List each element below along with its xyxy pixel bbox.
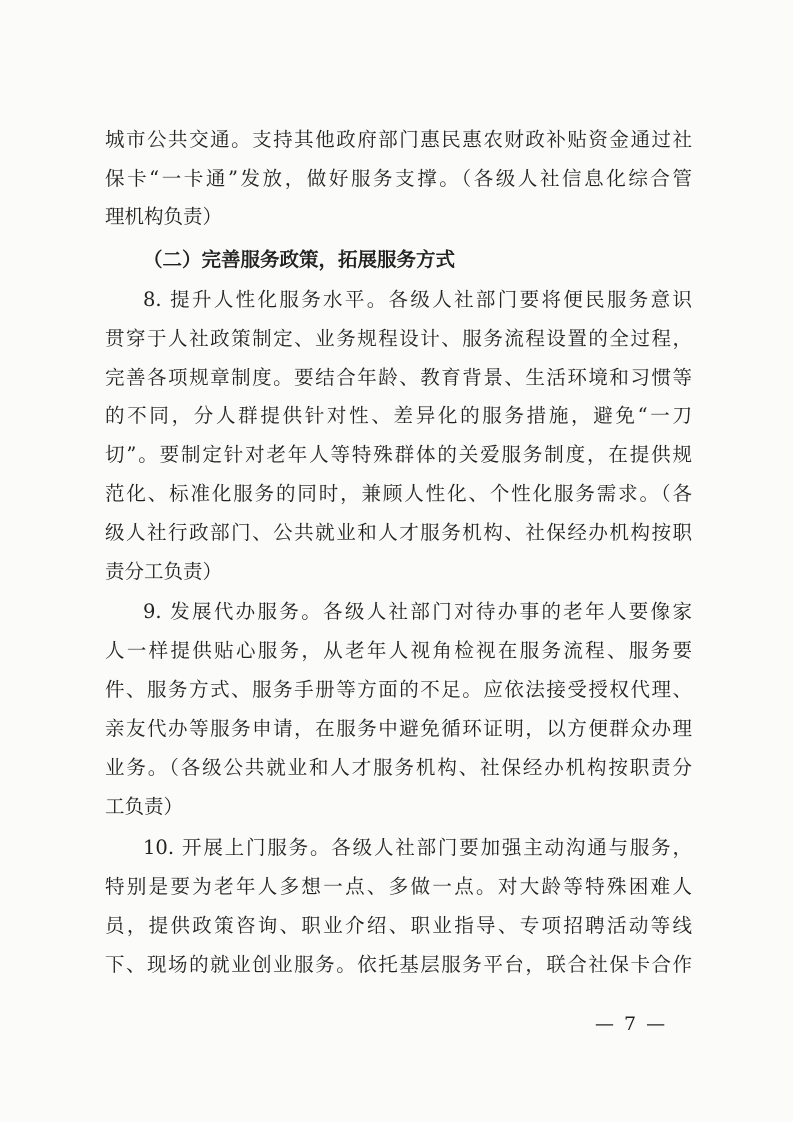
text-line: 理机构负责） — [105, 205, 223, 228]
text-line: 业务。（各级公共就业和人才服务机构、社保经办机构按职责分 — [105, 756, 692, 779]
text-line: 人一样提供贴心服务，从老年人视角检视在服务流程、服务要 — [105, 639, 692, 662]
text-line: 级人社行政部门、公共就业和人才服务机构、社保经办机构按职 — [105, 521, 692, 544]
text-line: 贯穿于人社政策制定、业务规程设计、服务流程设置的全过程， — [105, 327, 692, 350]
text-line: 切”。要制定针对老年人等特殊群体的关爱服务制度，在提供规 — [105, 443, 692, 466]
text-line: 员，提供政策咨询、职业介绍、职业指导、专项招聘活动等线 — [105, 914, 692, 937]
text-line: 完善各项规章制度。要结合年龄、教育背景、生活环境和习惯等 — [105, 366, 692, 389]
text-line: 责分工负责） — [105, 560, 223, 583]
text-line: 8. 提升人性化服务水平。各级人社部门要将便民服务意识 — [143, 288, 692, 311]
text-line: 的不同，分人群提供针对性、差异化的服务措施，避免“一刀 — [105, 404, 692, 427]
text-line: 范化、标准化服务的同时，兼顾人性化、个性化服务需求。（各 — [105, 482, 692, 505]
text-line: 9. 发展代办服务。各级人社部门对待办事的老年人要像家 — [143, 600, 692, 623]
text-line: 亲友代办等服务申请，在服务中避免循环证明，以方便群众办理 — [105, 717, 692, 740]
page-number: — 7 — — [595, 1013, 668, 1035]
text-line: 特别是要为老年人多想一点、多做一点。对大龄等特殊困难人 — [105, 875, 692, 898]
text-line: 10. 开展上门服务。各级人社部门要加强主动沟通与服务， — [143, 836, 692, 859]
text-line: 保卡“一卡通”发放，做好服务支撑。（各级人社信息化综合管 — [105, 167, 692, 190]
text-line: 工负责） — [105, 795, 184, 818]
text-line: 件、服务方式、服务手册等方面的不足。应依法接受授权代理、 — [105, 678, 692, 701]
section-heading: （二）完善服务政策，拓展服务方式 — [143, 248, 456, 271]
text-line: 下、现场的就业创业服务。依托基层服务平台，联合社保卡合作 — [105, 953, 692, 976]
text-line: 城市公共交通。支持其他政府部门惠民惠农财政补贴资金通过社 — [105, 128, 692, 151]
